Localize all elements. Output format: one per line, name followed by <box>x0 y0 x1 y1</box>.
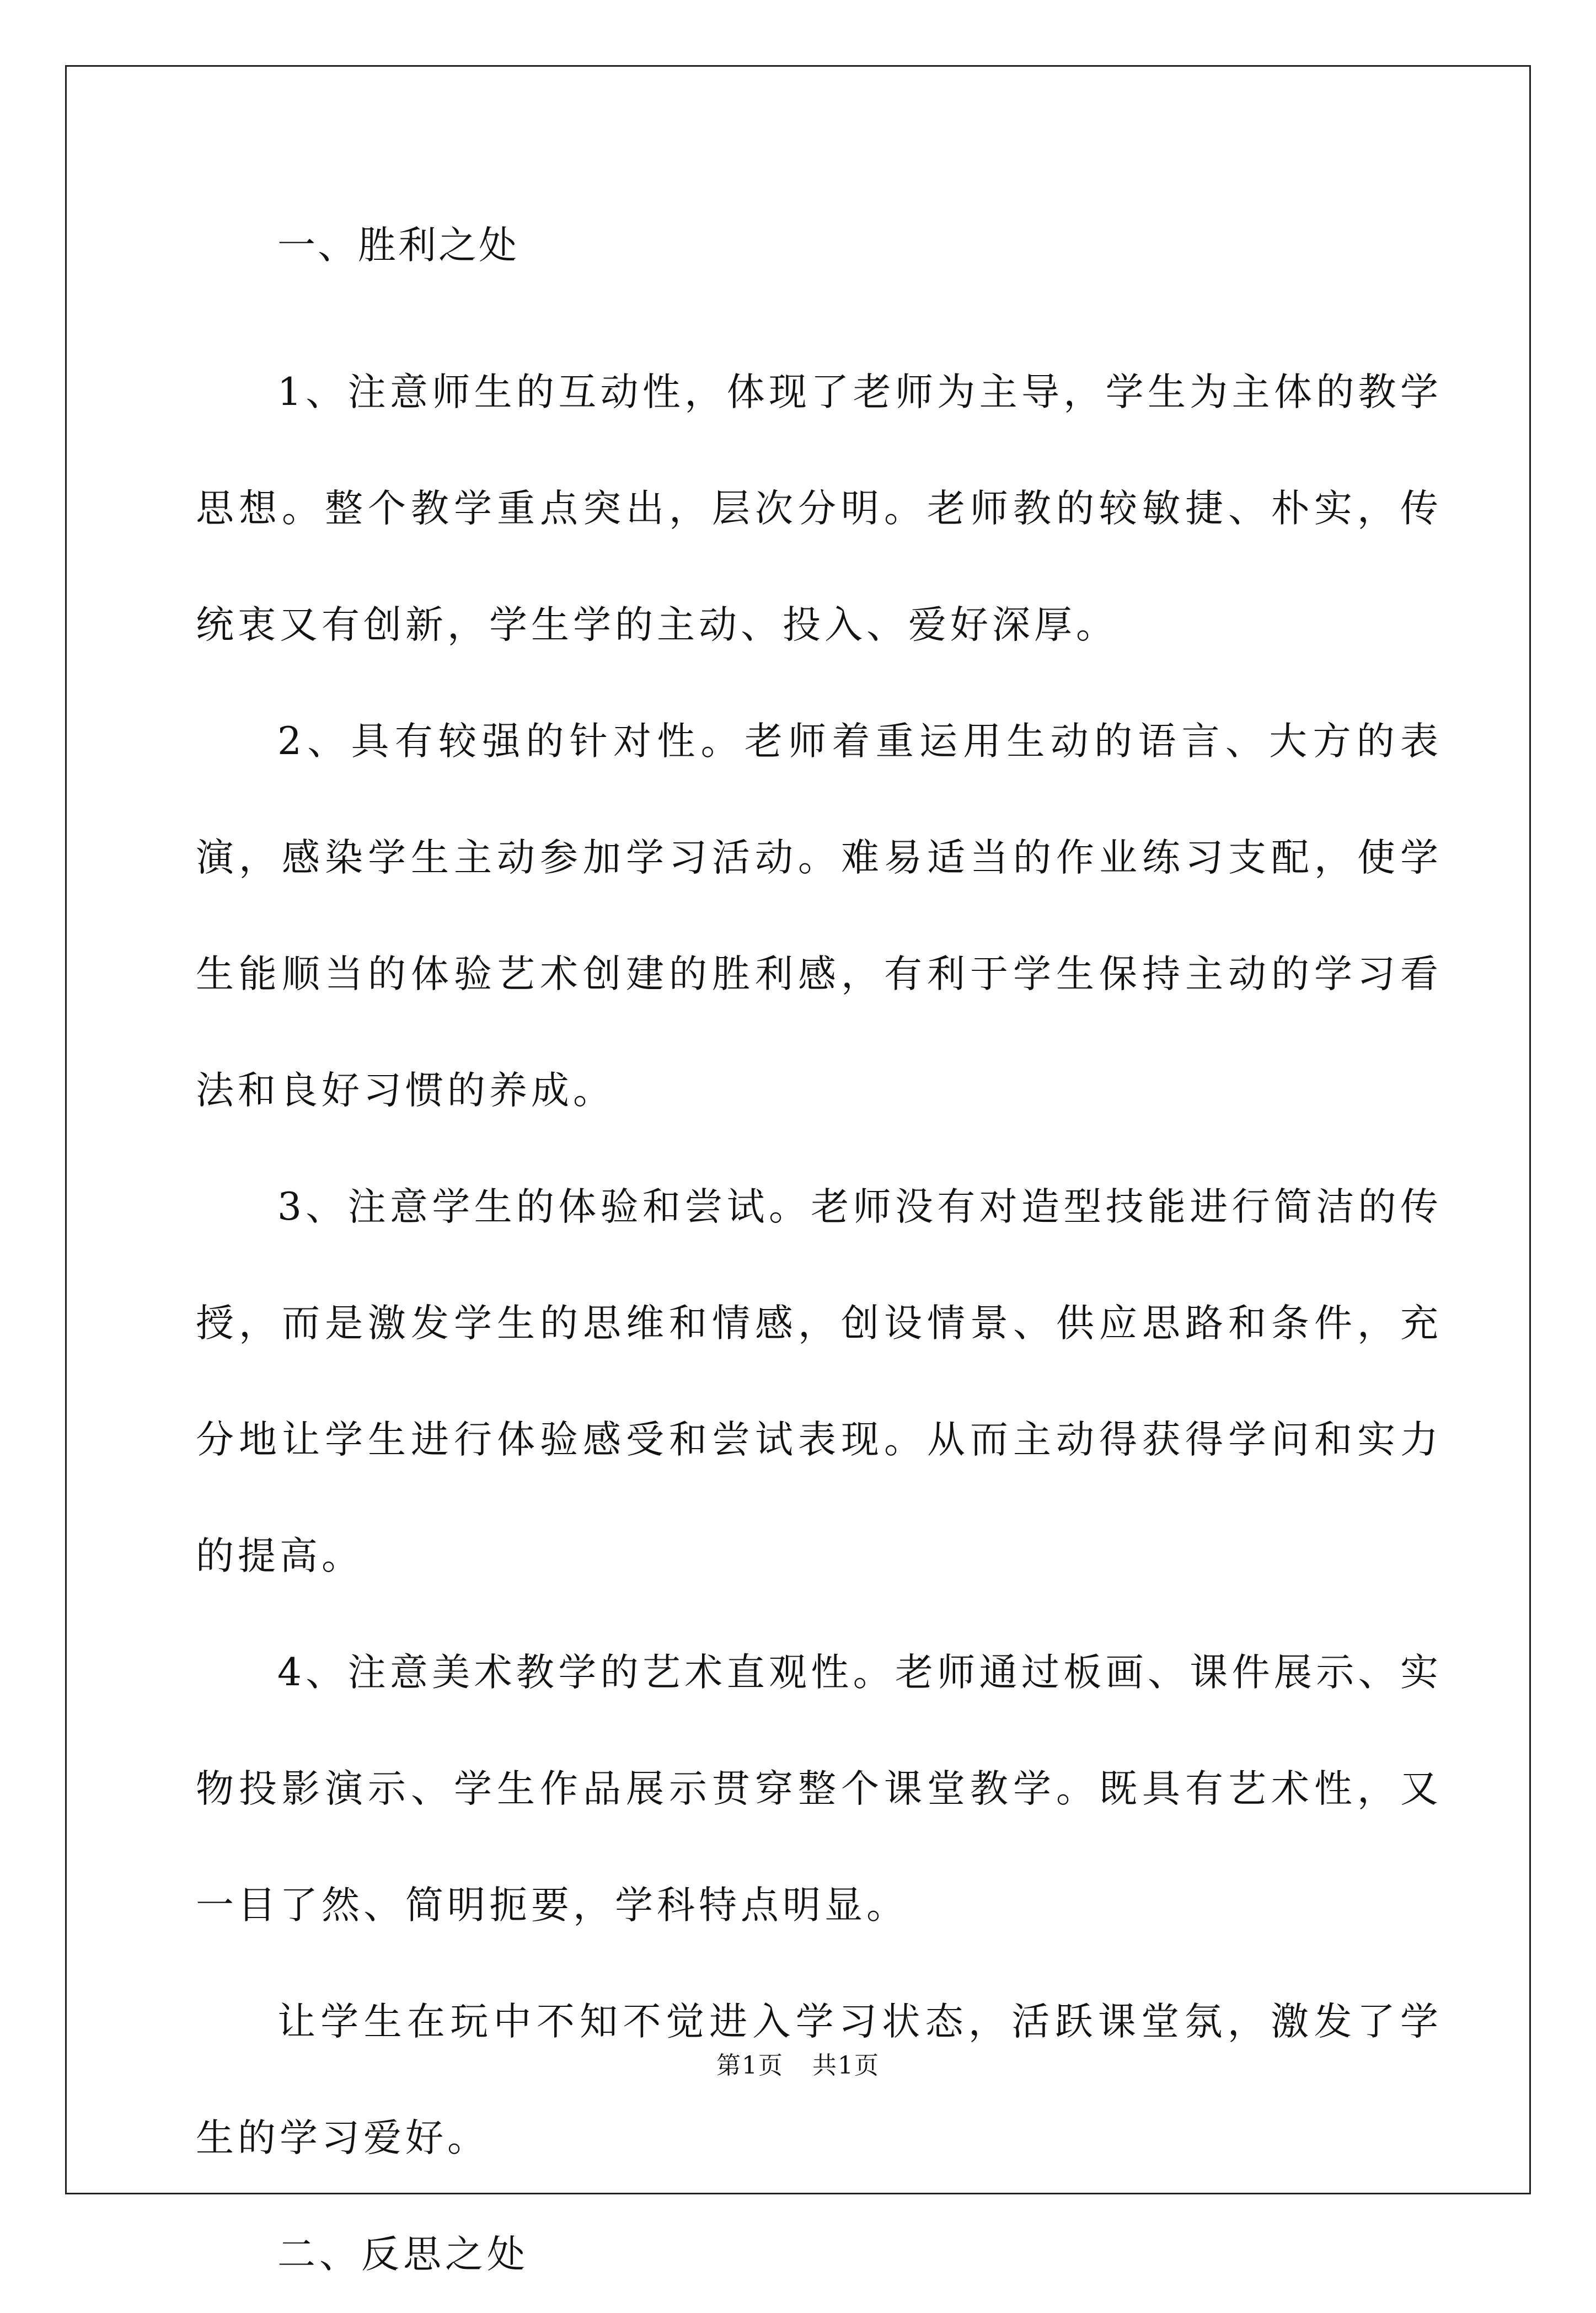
paragraph-3: 3、注意学生的体验和尝试。老师没有对造型技能进行简洁的传授，而是激发学生的思维和情感，创设情景、供应思路和条件，充分地让学生进行体验感受和尝试表现。从而主动得获得学问和实力的提高。 <box>196 1185 1442 1578</box>
section-heading-2: 二、反思之处 <box>277 2232 529 2277</box>
page-number: 第1页 <box>716 2052 784 2080</box>
page-footer <box>0 2049 1596 2082</box>
paragraph-4: 4、注意美术教学的艺术直观性。老师通过板画、课件展示、实物投影演示、学生作品展示贯穿整个课堂教学。既具有艺术性，又一目了然、简明扼要，学科特点明显。 <box>196 1650 1442 1927</box>
page-total: 共1页 <box>812 2052 880 2080</box>
paragraph-2: 2、具有较强的针对性。老师着重运用生动的语言、大方的表演，感染学生主动参加学习活动。难易适当的作业练习支配，使学生能顺当的体验艺术创建的胜利感，有利于学生保持主动的学习看法和良好习惯的养成。 <box>196 719 1442 1113</box>
paragraph-5: 让学生在玩中不知不觉进入学习状态，活跃课堂氛，激发了学生的学习爱好。 <box>196 2000 1442 2160</box>
paragraph-1: 1、注意师生的互动性，体现了老师为主导，学生为主体的教学思想。整个教学重点突出，层次分明。老师教的较敏捷、朴实，传统衷又有创新，学生学的主动、投入、爱好深厚。 <box>196 370 1442 647</box>
section-heading-1: 一、胜利之处 <box>277 223 519 268</box>
document-body <box>196 218 1442 2313</box>
